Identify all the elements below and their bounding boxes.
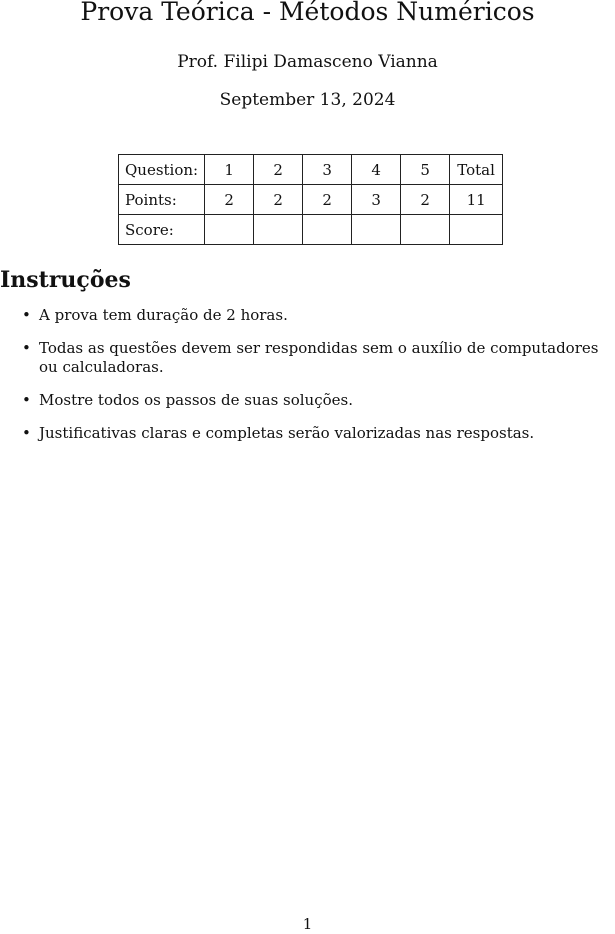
points-cell: 2: [303, 185, 352, 215]
bullet-icon: •: [22, 339, 31, 357]
points-cell: 2: [254, 185, 303, 215]
instructions-heading: Instruções: [0, 267, 131, 293]
list-item-text: Mostre todos os passos de suas soluções.: [39, 391, 353, 409]
document-title: Prova Teórica - Métodos Numéricos: [80, 0, 535, 26]
points-row: [119, 185, 503, 215]
question-cell: 1: [205, 155, 254, 185]
score-row-label: Score:: [119, 215, 205, 245]
question-cell: 2: [254, 155, 303, 185]
question-total-cell: Total: [450, 155, 503, 185]
question-row-label: Question:: [119, 155, 205, 185]
list-item-text: Justificativas claras e completas serão valorizadas nas respostas.: [39, 424, 535, 442]
score-cell: [401, 215, 450, 245]
points-cell: 2: [205, 185, 254, 215]
score-row: [119, 215, 503, 245]
instructions-list: [22, 306, 612, 457]
list-item-text: Todas as questões devem ser respondidas sem o auxílio de computadores ou calculadoras.: [39, 339, 599, 376]
list-item-text: A prova tem duração de 2 horas.: [39, 306, 288, 324]
page-number: 1: [302, 915, 313, 933]
document-date: September 13, 2024: [219, 90, 396, 110]
question-row: [119, 155, 503, 185]
list-item: [22, 339, 612, 377]
question-cell: 5: [401, 155, 450, 185]
question-cell: 4: [352, 155, 401, 185]
list-item: [22, 391, 612, 410]
document-author: Prof. Filipi Damasceno Vianna: [177, 52, 438, 72]
question-cell: 3: [303, 155, 352, 185]
score-cell: [254, 215, 303, 245]
score-cell: [205, 215, 254, 245]
points-cell: 3: [352, 185, 401, 215]
points-row-label: Points:: [119, 185, 205, 215]
score-cell: [352, 215, 401, 245]
points-cell: 2: [401, 185, 450, 215]
bullet-icon: •: [22, 391, 31, 409]
grade-table: [118, 154, 503, 245]
score-cell: [303, 215, 352, 245]
points-total-cell: 11: [450, 185, 503, 215]
bullet-icon: •: [22, 424, 31, 442]
score-total-cell: [450, 215, 503, 245]
list-item: [22, 306, 612, 325]
bullet-icon: •: [22, 306, 31, 324]
list-item: [22, 424, 612, 443]
